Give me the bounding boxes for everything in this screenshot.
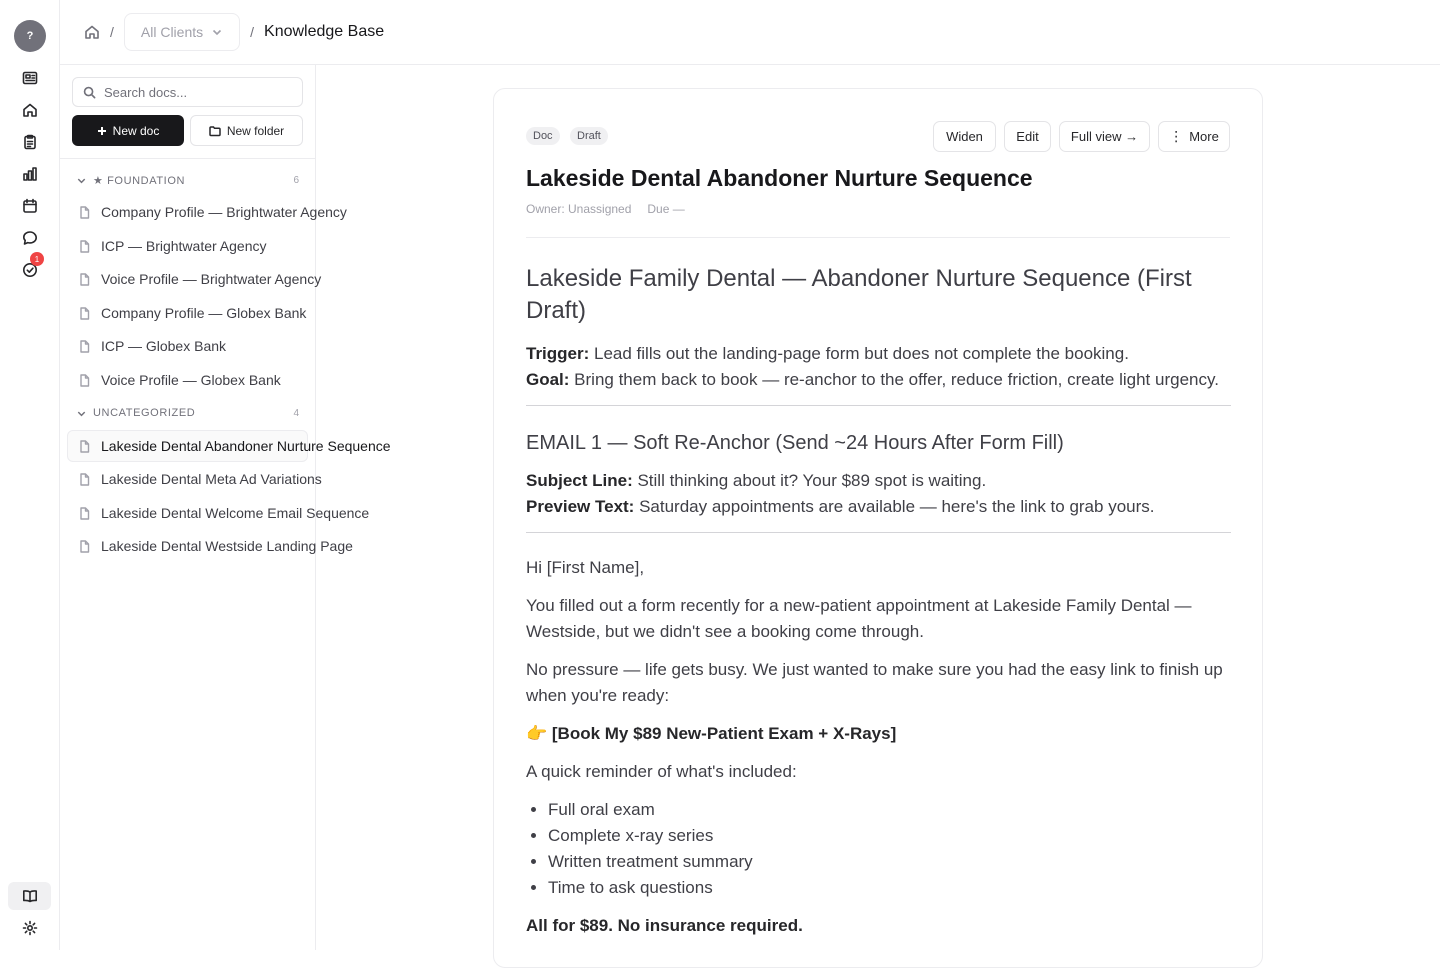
top-header: [60, 0, 1440, 65]
content-heading: Lakeside Family Dental — Abandoner Nurture Sequence (First Draft): [526, 265, 1192, 324]
new-doc-button[interactable]: [72, 115, 184, 146]
doc-item-label: Lakeside Dental Meta Ad Variations: [101, 471, 322, 487]
closing-line: All for $89. No insurance required.: [526, 916, 803, 935]
document-icon: [78, 374, 91, 387]
doc-item-label: Lakeside Dental Westside Landing Page: [101, 538, 353, 554]
widen-button[interactable]: [933, 121, 996, 152]
document-icon: [78, 240, 91, 253]
paragraph: You filled out a form recently for a new-patient appointment at Lakeside Family Dental — Westside, but we didn't see a booking come through.: [526, 596, 1192, 641]
breadcrumb-home[interactable]: [84, 24, 100, 40]
nav-tasks[interactable]: [14, 128, 46, 156]
doc-type-tag: Doc: [526, 127, 560, 145]
subject-line: [526, 468, 1231, 494]
nav-settings[interactable]: [14, 914, 46, 942]
full-view-label: Full view →: [1070, 129, 1139, 144]
email-heading: EMAIL 1 — Soft Re-Anchor (Send ~24 Hours After Form Fill): [526, 432, 1064, 454]
document-icon: [78, 273, 91, 286]
document-icon: [78, 507, 91, 520]
newspaper-icon: [22, 70, 38, 86]
paragraph: A quick reminder of what's included:: [526, 762, 797, 781]
kebab-icon: ⋮: [1169, 128, 1184, 144]
doc-item[interactable]: [68, 497, 370, 529]
doc-item[interactable]: [68, 297, 307, 329]
doc-meta: [526, 202, 685, 216]
goal-line: [526, 367, 1231, 393]
chat-bubble-icon: [22, 230, 38, 246]
new-folder-label: New folder: [226, 123, 285, 138]
doc-item[interactable]: [68, 196, 347, 228]
folder-count: 6: [293, 174, 299, 186]
doc-item-label: ICP — Globex Bank: [101, 338, 227, 354]
doc-item-label: Lakeside Dental Abandoner Nurture Sequence: [101, 438, 391, 454]
trigger-line: [526, 341, 1231, 367]
paragraph: No pressure — life gets busy. We just wanted to make sure you had the easy link to finish up when you're ready:: [526, 660, 1223, 705]
list-item: • Time to ask questions: [548, 875, 1231, 901]
doc-item-label: Company Profile — Globex Bank: [101, 305, 307, 321]
doc-item[interactable]: [68, 364, 307, 396]
doc-item[interactable]: [68, 530, 353, 562]
document-icon: [78, 206, 91, 219]
horizontal-rule: [526, 532, 1231, 533]
nav-analytics[interactable]: [14, 160, 46, 188]
document-icon: [78, 340, 91, 353]
chevron-down-icon: [76, 175, 87, 186]
folder-count: 4: [293, 407, 299, 419]
folder-icon: [209, 125, 221, 137]
divider: [60, 158, 315, 159]
client-select-value: All Clients: [140, 24, 204, 40]
nav-calendar[interactable]: [14, 192, 46, 220]
doc-item-active[interactable]: [67, 430, 391, 462]
due-field[interactable]: Due —: [647, 202, 685, 216]
doc-item-label: ICP — Brightwater Agency: [101, 238, 267, 254]
page-title: Lakeside Dental Abandoner Nurture Sequence: [526, 165, 1033, 191]
preview-text: Saturday appointments are available — here's the link to grab yours.: [634, 497, 1155, 516]
document-icon: [78, 307, 91, 320]
document-body: [526, 263, 1231, 951]
goal-label: Goal:: [526, 370, 570, 389]
list-item: • Written treatment summary: [548, 849, 1231, 875]
folder-title: UNCATEGORIZED: [93, 407, 196, 419]
document-icon: [78, 473, 91, 486]
cta-link[interactable]: 👉 [Book My $89 New-Patient Exam + X-Rays]: [526, 724, 897, 743]
edit-label: Edit: [1016, 129, 1039, 144]
nav-knowledge-base[interactable]: [8, 882, 51, 910]
status-badge: Draft: [570, 127, 608, 145]
greeting: Hi [First Name],: [526, 558, 645, 577]
new-folder-button[interactable]: [190, 115, 303, 146]
clipboard-icon: [22, 134, 38, 150]
goal-text: Bring them back to book — re-anchor to the offer, reduce friction, create light urgency.: [569, 370, 1219, 389]
trigger-text: Lead fills out the landing-page form but does not complete the booking.: [589, 344, 1129, 363]
document-card: [493, 88, 1263, 968]
breadcrumb-current: Knowledge Base: [264, 23, 385, 40]
client-select[interactable]: [124, 13, 240, 51]
doc-item[interactable]: [68, 463, 322, 495]
doc-item[interactable]: [68, 263, 322, 295]
subject-text: Still thinking about it? Your $89 spot is waiting.: [632, 471, 987, 490]
plus-icon: [97, 126, 107, 136]
owner-field[interactable]: Owner: Unassigned: [526, 202, 632, 216]
doc-item-label: Voice Profile — Brightwater Agency: [101, 271, 322, 287]
gear-icon: [22, 920, 38, 936]
doc-item-label: Company Profile — Brightwater Agency: [101, 204, 347, 220]
document-icon: [78, 440, 91, 453]
doc-item[interactable]: [68, 330, 307, 362]
notification-badge: 1: [30, 252, 44, 266]
search-box[interactable]: [72, 77, 303, 107]
search-input[interactable]: [104, 85, 294, 100]
bullet-list: [548, 797, 1231, 901]
preview-label: Preview Text:: [526, 497, 635, 516]
icon-rail: [0, 0, 60, 950]
breadcrumb-separator: /: [250, 24, 255, 40]
more-label: More: [1189, 129, 1219, 144]
subject-label: Subject Line:: [526, 471, 633, 490]
docs-sidebar: [60, 65, 391, 950]
nav-home[interactable]: [14, 96, 46, 124]
home-icon: [84, 24, 100, 40]
new-doc-label: New doc: [112, 123, 160, 138]
document-icon: [78, 540, 91, 553]
breadcrumb-separator: /: [110, 24, 114, 40]
folder-foundation[interactable]: [76, 170, 299, 190]
nav-approvals[interactable]: [14, 256, 46, 284]
edit-button[interactable]: [1004, 121, 1051, 152]
trigger-label: Trigger:: [526, 344, 590, 363]
home-icon: [22, 102, 38, 118]
search-icon: [83, 86, 96, 99]
folder-uncategorized[interactable]: [76, 403, 299, 423]
chevron-down-icon: [211, 26, 223, 38]
divider: [526, 237, 1230, 238]
doc-item-label: Lakeside Dental Welcome Email Sequence: [101, 505, 370, 521]
avatar[interactable]: ?: [14, 20, 46, 52]
horizontal-rule: [526, 405, 1231, 406]
widen-label: Widen: [946, 129, 983, 144]
bar-chart-icon: [22, 166, 38, 182]
nav-messages[interactable]: [14, 224, 46, 252]
preview-line: [526, 494, 1231, 520]
full-view-button[interactable]: [1059, 121, 1150, 152]
doc-item-label: Voice Profile — Globex Bank: [101, 372, 281, 388]
list-item: • Full oral exam: [548, 797, 1231, 823]
book-open-icon: [22, 888, 38, 904]
nav-feed[interactable]: [14, 64, 46, 92]
chevron-down-icon: [76, 408, 87, 419]
doc-item[interactable]: [68, 230, 307, 262]
more-button[interactable]: [1158, 121, 1230, 152]
list-item: • Complete x-ray series: [548, 823, 1231, 849]
folder-title: ★ FOUNDATION: [93, 174, 186, 187]
calendar-icon: [22, 198, 38, 214]
